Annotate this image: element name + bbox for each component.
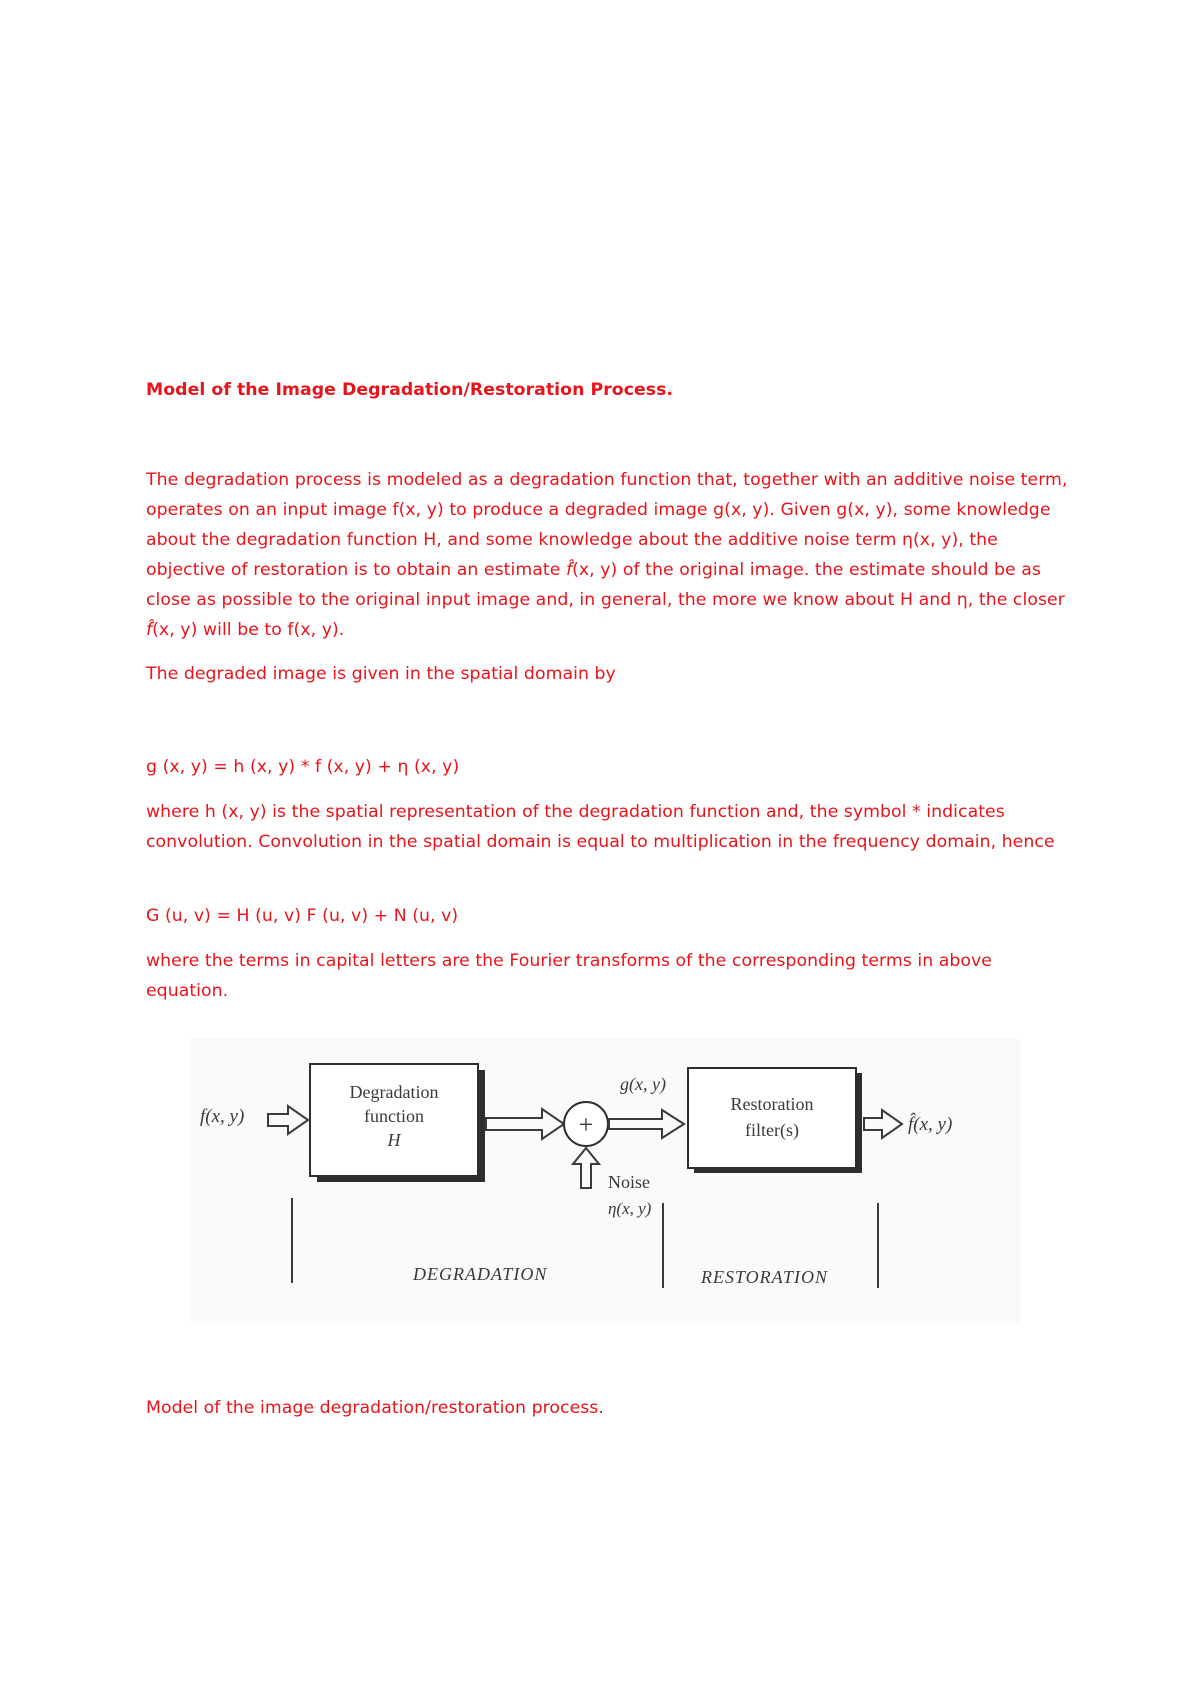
noise-label: Noise: [608, 1172, 650, 1192]
degradation-box-line1: Degradation: [349, 1082, 439, 1102]
figure-caption: Model of the image degradation/restoration process.: [146, 1398, 604, 1418]
restoration-box-line2: filter(s): [745, 1120, 799, 1140]
para1-text-1: The degradation process is modeled as a degradation function that, together with an additive noise term, operates on an input image f(x, y) to produce a degraded image g(x, y). Given g(x, y), some knowledge about the degradation function H, and some knowledge about the additive noise term η(x, y), the objective of restoration is to obtain an estimate: [146, 470, 1068, 580]
f-hat-symbol: f̂: [146, 620, 153, 640]
restoration-box: [688, 1068, 856, 1168]
output-label: f̂(x, y): [908, 1114, 953, 1135]
input-label: f(x, y): [200, 1106, 245, 1127]
paragraph-convolution: where h (x, y) is the spatial representation of the degradation function and, the symbol * indicates convolution. Convolution in the spatial domain is equal to multiplication in the frequency domain, hence: [146, 802, 1055, 852]
paragraph-degradation-process: [146, 465, 1076, 645]
degradation-box-line2: function: [364, 1106, 424, 1126]
paragraph-spatial-domain: The degraded image is given in the spatial domain by: [146, 664, 616, 684]
para1-text-2: (x, y) of the original image. the estimate should be as close as possible to the original input image and, in general, the more we know about H and η, the closer: [146, 560, 1065, 610]
para1-text-3: (x, y) will be to f(x, y).: [152, 620, 345, 640]
degraded-image-label: g(x, y): [620, 1074, 666, 1094]
section-restoration-label: RESTORATION: [701, 1267, 829, 1287]
page-title: Model of the Image Degradation/Restoration Process.: [146, 380, 674, 400]
noise-symbol: η(x, y): [608, 1199, 652, 1218]
paragraph-fourier: where the terms in capital letters are the Fourier transforms of the corresponding terms in above equation.: [146, 951, 992, 1001]
equation-frequency: G (u, v) = H (u, v) F (u, v) + N (u, v): [146, 906, 459, 926]
equation-spatial: g (x, y) = h (x, y) * f (x, y) + η (x, y): [146, 757, 460, 777]
section-degradation-label: DEGRADATION: [413, 1264, 548, 1284]
restoration-box-line1: Restoration: [730, 1094, 814, 1114]
degradation-box-line3: H: [387, 1130, 401, 1150]
degradation-restoration-diagram: [190, 1038, 1020, 1323]
f-hat-symbol: f̂: [565, 560, 573, 580]
plus-icon: +: [578, 1110, 594, 1139]
